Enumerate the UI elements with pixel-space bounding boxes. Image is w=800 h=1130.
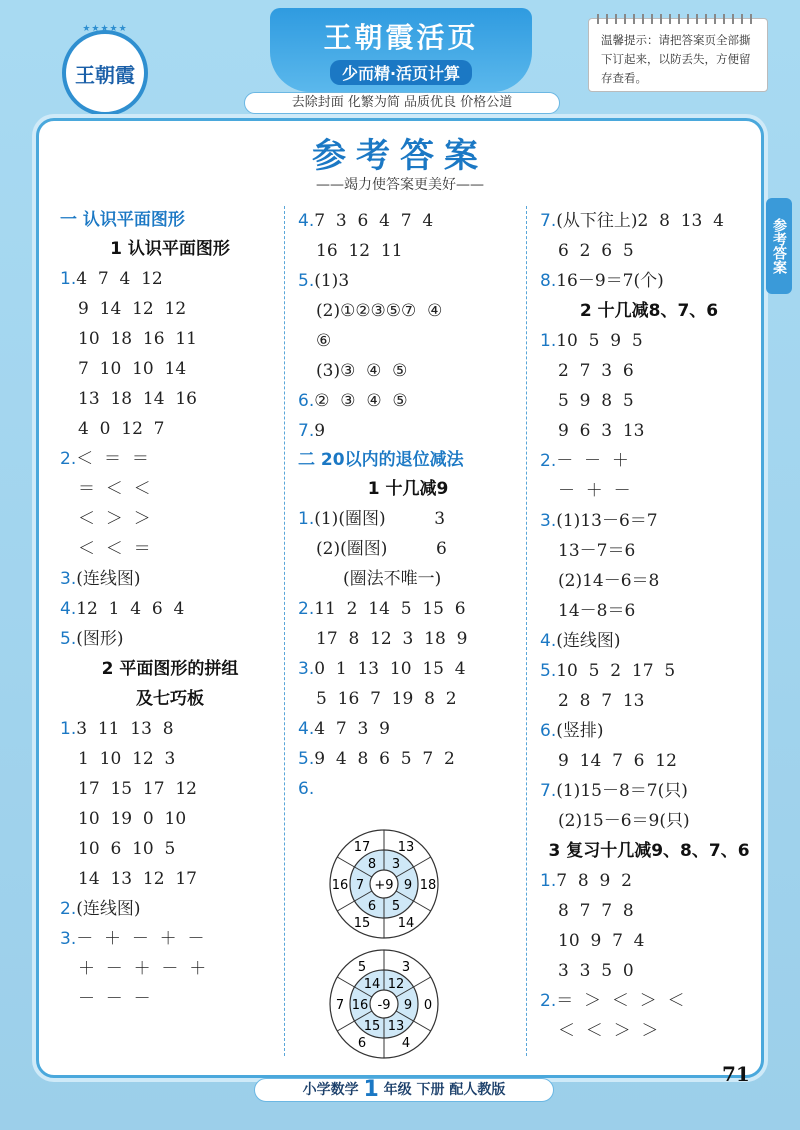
answer-text: 5 16 7 19 8 2	[316, 689, 457, 709]
answer-row	[60, 954, 280, 984]
footer-subject: 小学数学	[302, 1082, 359, 1098]
answer-text: ＜ ＝ ＝	[76, 449, 149, 469]
tip-note	[588, 18, 768, 92]
answer-text: 10 19 0 10	[78, 809, 187, 829]
slogan: 去除封面 化繁为简 品质优良 价格公道	[244, 92, 560, 114]
answer-row	[540, 326, 758, 356]
wheel-outer-number: 13	[397, 839, 415, 855]
answer-text: 4 0 12 7	[78, 419, 165, 439]
answer-text: 16－9＝7(个)	[556, 271, 664, 291]
question-number: 7.	[540, 781, 557, 801]
answer-row	[60, 594, 280, 624]
answer-row	[60, 624, 280, 654]
answer-text: ＝ ＜ ＜	[78, 479, 151, 499]
answer-row	[298, 206, 518, 236]
question-number: 6.	[298, 391, 315, 411]
answer-text: － ＋ －	[558, 481, 631, 501]
answer-text: ＜ ＜ ＞ ＞	[558, 1021, 659, 1041]
answer-row	[540, 626, 758, 656]
answer-text: － － －	[78, 989, 151, 1009]
brand-subtitle: 少而精·活页计算	[330, 60, 472, 85]
answer-column-1	[60, 206, 280, 1014]
answer-text: 3 11 13 8	[76, 719, 174, 739]
answer-text: ＝ ＞ ＜ ＞ ＜	[556, 991, 685, 1011]
wheel-outer-number: 14	[397, 916, 415, 932]
answer-text: 3 3 5 0	[558, 961, 634, 981]
answer-text: 4 7 4 12	[76, 269, 163, 289]
answer-text: (连线图)	[556, 631, 621, 651]
wheel-center-label: +9	[374, 878, 394, 893]
answer-text: 5 9 8 5	[558, 391, 634, 411]
answer-row	[540, 686, 758, 716]
answer-text: (2)①②③⑤⑦ ④	[316, 301, 443, 321]
brand-title: 王朝霞活页	[323, 20, 479, 54]
answer-text: 9 14 12 12	[78, 299, 187, 319]
answer-text: 2 7 3 6	[558, 361, 634, 381]
answer-row	[298, 714, 518, 744]
stars-icon: ★★★★★	[82, 24, 128, 34]
brand-logo	[62, 24, 148, 116]
wheel-inner-number: 15	[363, 1018, 381, 1034]
footer-grade: 1	[363, 1077, 379, 1102]
wheel-center-label: -9	[377, 998, 391, 1013]
spiral-binding-icon	[597, 14, 759, 24]
answer-row	[540, 236, 758, 266]
answer-row	[60, 924, 280, 954]
subsection-heading: 1 十几减9	[367, 479, 449, 499]
side-tab: 参考答案	[766, 198, 792, 294]
answer-text: (3)③ ④ ⑤	[316, 361, 408, 381]
answer-text: 7 3 6 4 7 4	[314, 211, 434, 231]
answer-row	[60, 264, 280, 294]
answer-row	[60, 504, 280, 534]
answer-row	[298, 534, 518, 564]
answer-row	[60, 804, 280, 834]
answer-row	[60, 834, 280, 864]
answer-text: (圈法不唯一)	[316, 569, 442, 589]
wheel-inner-number: 14	[363, 977, 381, 993]
section-heading: 二 20以内的退位减法	[298, 450, 464, 470]
answer-text: 7 8 9 2	[556, 871, 632, 891]
wheel-inner-number: 6	[367, 898, 377, 914]
question-number: 3.	[540, 511, 557, 531]
answer-text: (连线图)	[76, 899, 141, 919]
wheel-outer-number: 7	[335, 998, 345, 1013]
page-number: 71	[722, 1062, 750, 1086]
answer-text: (2)14－6＝8	[558, 571, 660, 591]
wheel-inner-number: 3	[391, 857, 401, 873]
section-heading: 一 认识平面图形	[60, 210, 185, 230]
wheel-inner-number: 13	[387, 1018, 405, 1034]
answer-row	[540, 926, 758, 956]
answer-row	[540, 446, 758, 476]
question-number: 4.	[540, 631, 557, 651]
answer-row	[298, 386, 518, 416]
wheel-inner-number: 16	[351, 998, 369, 1013]
answer-text: 10 5 9 5	[556, 331, 643, 351]
question-number: 6.	[540, 721, 557, 741]
answer-text: － － ＋	[556, 451, 629, 471]
answer-row	[298, 624, 518, 654]
answer-text: 10 9 7 4	[558, 931, 645, 951]
answer-row	[60, 324, 280, 354]
question-number: 2.	[60, 899, 77, 919]
question-number: 7.	[298, 421, 315, 441]
answer-row	[540, 896, 758, 926]
answer-text: ＋ － ＋ － ＋	[78, 959, 207, 979]
answer-row	[60, 444, 280, 474]
answer-text: (竖排)	[556, 721, 604, 741]
question-number: 8.	[540, 271, 557, 291]
answer-text: 12 1 4 6 4	[76, 599, 185, 619]
tip-text: 温馨提示：请把答案页全部撕下订起来，以防丢失，方便留存查看。	[601, 33, 751, 85]
answer-text: － ＋ － ＋ －	[76, 929, 205, 949]
wheel-outer-number: 18	[419, 878, 437, 893]
answer-row	[540, 356, 758, 386]
answer-row	[540, 716, 758, 746]
answer-text: 11 2 14 5 15 6	[314, 599, 466, 619]
answer-text: 14 13 12 17	[78, 869, 197, 889]
wheel-outer-number: 0	[423, 998, 433, 1013]
question-number: 4.	[60, 599, 77, 619]
answer-row	[540, 476, 758, 506]
footer-bar	[254, 1078, 554, 1102]
subsection-heading: 及七巧板	[136, 689, 204, 709]
answer-row	[60, 744, 280, 774]
answer-column-2	[298, 206, 518, 804]
answer-text: ＜ ＞ ＞	[78, 509, 151, 529]
question-number: 3.	[298, 659, 315, 679]
subsection-heading: 2 平面图形的拼组	[101, 659, 239, 679]
wheel-outer-number: 16	[331, 878, 349, 893]
question-number: 5.	[540, 661, 557, 681]
question-number: 5.	[60, 629, 77, 649]
answer-row	[540, 806, 758, 836]
answer-text: ② ③ ④ ⑤	[314, 391, 408, 411]
answer-text: 9	[314, 421, 326, 441]
page-subtitle: ——竭力使答案更美好——	[316, 177, 484, 193]
logo-text: 王朝霞	[75, 62, 135, 87]
question-number: 5.	[298, 271, 315, 291]
answer-column-3	[540, 206, 758, 1046]
page-title: 参考答案	[312, 136, 488, 176]
answer-text: 8 7 7 8	[558, 901, 634, 921]
question-number: 2.	[540, 451, 557, 471]
wheel-inner-number: 9	[403, 998, 413, 1013]
question-number: 6.	[298, 779, 315, 799]
answer-row	[60, 294, 280, 324]
number-wheels	[318, 826, 458, 1066]
answer-text: 7 10 10 14	[78, 359, 187, 379]
wheel-outer-number: 5	[357, 959, 367, 975]
answer-row	[60, 384, 280, 414]
footer-edition: 年级 下册 配人教版	[383, 1082, 506, 1098]
wheel-outer-number: 4	[401, 1036, 411, 1052]
answer-row	[60, 354, 280, 384]
answer-row	[60, 864, 280, 894]
brand-banner	[270, 8, 532, 92]
answer-row	[540, 386, 758, 416]
answer-text: 10 6 10 5	[78, 839, 176, 859]
answer-row	[298, 774, 518, 804]
wheel-outer-number: 6	[357, 1036, 367, 1052]
answer-text: (从下往上)2 8 13 4	[556, 211, 725, 231]
question-number: 4.	[298, 211, 315, 231]
wheel-inner-number: 7	[355, 878, 365, 893]
answer-row	[60, 414, 280, 444]
answer-text: ⑥	[316, 331, 332, 351]
answer-row	[298, 266, 518, 296]
answer-row	[298, 744, 518, 774]
answer-text: 16 12 11	[316, 241, 403, 261]
answer-text: (1)3	[314, 271, 350, 291]
question-number: 2.	[540, 991, 557, 1011]
wheel-inner-number: 12	[387, 977, 405, 993]
answer-text: (2)15－6＝9(只)	[558, 811, 690, 831]
answer-row	[298, 564, 518, 594]
answer-row	[540, 596, 758, 626]
answer-text: 1 10 12 3	[78, 749, 176, 769]
answer-row	[540, 536, 758, 566]
column-divider	[526, 206, 527, 1056]
answer-row	[298, 594, 518, 624]
answer-text: 9 4 8 6 5 7 2	[314, 749, 455, 769]
answer-text: 17 8 12 3 18 9	[316, 629, 468, 649]
answer-row	[60, 714, 280, 744]
answer-row	[298, 236, 518, 266]
question-number: 1.	[540, 871, 557, 891]
answer-row	[540, 956, 758, 986]
wheel-outer-number: 17	[353, 839, 371, 855]
answer-text: 13 18 14 16	[78, 389, 197, 409]
answer-text: 9 6 3 13	[558, 421, 645, 441]
answer-text: (1)15－8＝7(只)	[556, 781, 688, 801]
answer-row	[60, 894, 280, 924]
wheel-outer-number: 3	[401, 959, 411, 975]
wheel-inner-number: 5	[391, 898, 401, 914]
answer-row	[298, 356, 518, 386]
answer-row	[540, 746, 758, 776]
answer-row	[298, 504, 518, 534]
subsection-heading: 2 十几减8、7、6	[579, 301, 719, 321]
answer-row	[540, 1016, 758, 1046]
answer-text: 2 8 7 13	[558, 691, 645, 711]
answer-text: 14－8＝6	[558, 601, 636, 621]
question-number: 2.	[60, 449, 77, 469]
answer-row	[298, 684, 518, 714]
answer-row	[540, 866, 758, 896]
answer-text: (1)13－6＝7	[556, 511, 658, 531]
answer-text: ＜ ＜ ＝	[78, 539, 151, 559]
question-number: 3.	[60, 569, 77, 589]
answer-row	[298, 326, 518, 356]
answer-row	[540, 206, 758, 236]
answer-row	[298, 296, 518, 326]
question-number: 2.	[298, 599, 315, 619]
answer-text: 0 1 13 10 15 4	[314, 659, 466, 679]
question-number: 1.	[60, 719, 77, 739]
answer-row	[60, 564, 280, 594]
answer-row	[540, 416, 758, 446]
answer-text: 13－7＝6	[558, 541, 636, 561]
answer-text: (1)(圈图) 3	[314, 509, 446, 529]
answer-text: 10 5 2 17 5	[556, 661, 676, 681]
answer-row	[60, 474, 280, 504]
subsection-heading: 1 认识平面图形	[110, 239, 230, 259]
answer-text: (2)(圈图) 6	[316, 539, 447, 559]
answer-text: 10 18 16 11	[78, 329, 197, 349]
answer-row	[540, 656, 758, 686]
subsection-heading: 3 复习十几减9、8、7、6	[548, 841, 750, 861]
answer-text: (连线图)	[76, 569, 141, 589]
answer-text: 6 2 6 5	[558, 241, 634, 261]
answer-row	[60, 984, 280, 1014]
answer-text: 17 15 17 12	[78, 779, 197, 799]
wheel-inner-number: 9	[403, 878, 413, 893]
question-number: 7.	[540, 211, 557, 231]
answer-row	[60, 774, 280, 804]
question-number: 1.	[540, 331, 557, 351]
answer-row	[540, 266, 758, 296]
answer-text: 9 14 7 6 12	[558, 751, 677, 771]
wheel-inner-number: 8	[367, 857, 377, 873]
question-number: 1.	[298, 509, 315, 529]
answer-row	[540, 986, 758, 1016]
answer-text: (图形)	[76, 629, 124, 649]
question-number: 5.	[298, 749, 315, 769]
answer-row	[298, 416, 518, 446]
answer-row	[540, 566, 758, 596]
wheel-outer-number: 15	[353, 916, 371, 932]
question-number: 1.	[60, 269, 77, 289]
answer-row	[540, 776, 758, 806]
answer-row	[298, 654, 518, 684]
answer-row	[60, 534, 280, 564]
column-divider	[284, 206, 285, 1056]
question-number: 3.	[60, 929, 77, 949]
answer-text: 4 7 3 9	[314, 719, 390, 739]
answer-row	[540, 506, 758, 536]
question-number: 4.	[298, 719, 315, 739]
